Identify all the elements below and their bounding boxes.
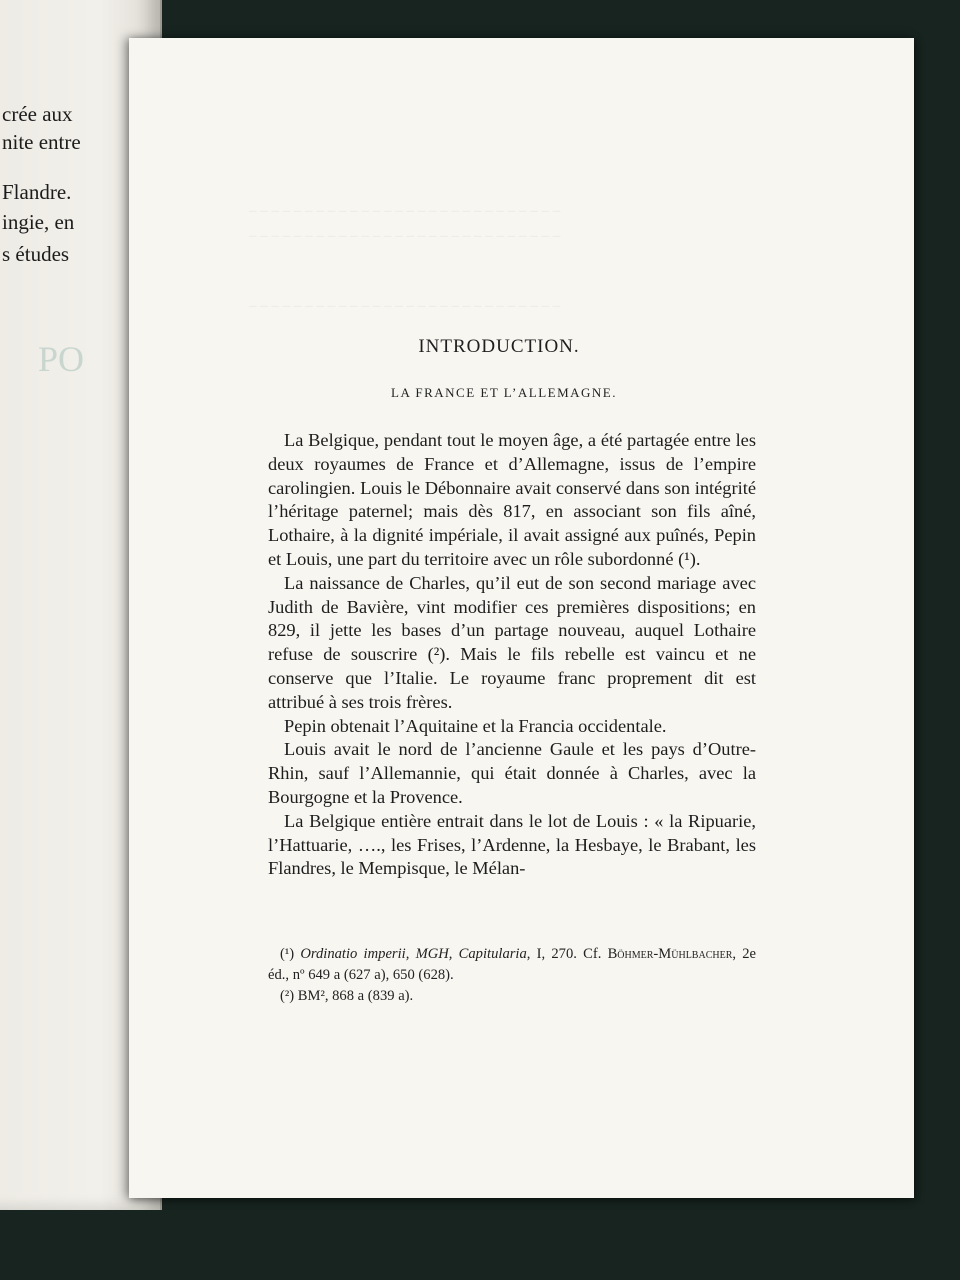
section-title: LA FRANCE ET L’ALLEMAGNE. (391, 385, 617, 400)
left-line-4: ingie, en (2, 210, 75, 234)
paragraph: Pepin obtenait l’Aquitaine et la Francia occidentale. (284, 715, 667, 736)
footnote-2: (²) BM², 868 a (839 a). (280, 988, 414, 1004)
footnote-reference: , I, 270. Cf. (526, 946, 608, 962)
footnote-work-title: Ordinatio imperii, MGH, Capitularia (300, 946, 527, 962)
right-page (129, 38, 914, 1198)
body-text (268, 429, 756, 881)
paragraph: Louis avait le nord de l’ancienne Gaule et les pays d’Outre-Rhin, sauf l’Allemannie, qui était donnée à Charles, avec la Bourgogne et la Provence. (268, 739, 756, 807)
show-through-2: – – – – – – – – – – – – – – – – – – – – – – – – – – – – (249, 228, 561, 244)
paragraph: La Belgique, pendant tout le moyen âge, a été partagée entre les deux royaumes de France et d’Allemagne, issus de l’empire carolingien. Louis le Débonnaire avait conservé dans son intégrité l’héritage paternel; mais dès 817, en associant son fils aîné, Lothaire, à la dignité impériale, il avait assigné aux puînés, Pepin et Louis, une part du territoire avec un rôle subordonné (¹). (268, 430, 756, 569)
left-line-5: s études (2, 242, 70, 266)
footnotes (268, 944, 756, 1007)
left-line-1: crée aux (2, 102, 73, 126)
page-title: INTRODUCTION. (418, 336, 580, 357)
paragraph: La Belgique entière entrait dans le lot de Louis : « la Ripuarie, l’Hattuarie, …., les Frises, l’Ardenne, la Hesbaye, le Brabant, les Flandres, le Mempisque, le Mélan- (268, 810, 756, 879)
left-page-text (0, 0, 120, 380)
paragraph: La naissance de Charles, qu’il eut de son second mariage avec Judith de Bavière, vint modifier ces premières dispositions; en 829, il jette les bases d’un partage nouveau, auquel Lothaire refuse de souscrire (²). Mais le fils rebelle est vaincu et ne conserve que l’Italie. Le royaume franc proprement dit est attribué à ses trois frères. (268, 572, 756, 712)
show-through-3: – – – – – – – – – – – – – – – – – – – – – – – – – – – – (249, 298, 561, 314)
left-ghost-text: PO (38, 339, 85, 379)
footnote-1 (268, 944, 756, 986)
footnote-author: Böhmer-Mühlbacher (607, 946, 733, 962)
left-line-2: nite entre (2, 130, 81, 154)
left-line-3: Flandre. (2, 180, 72, 204)
footnote-marker: (¹) (280, 946, 301, 962)
show-through-1: – – – – – – – – – – – – – – – – – – – – – – – – – – – – (249, 203, 561, 219)
footnote-details: , 2e éd., nº 649 a (627 a), 650 (628). (268, 946, 756, 983)
